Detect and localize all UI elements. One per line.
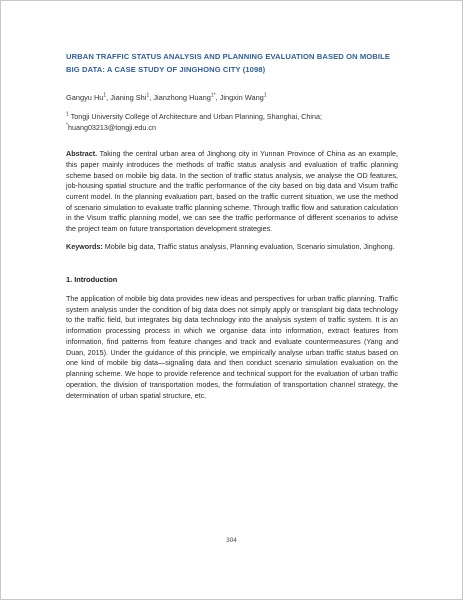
corresponding-mark: * bbox=[66, 122, 68, 129]
author-affiliation-mark: 1 bbox=[146, 92, 150, 99]
section-body-introduction: The application of mobile big data provides new ideas and perspectives for urban traffic planning. Traffic system analysis under the condition of big data does not simply apply or transplant big data technology to the traffic field, but integrates big data technology into the analysis system of traffic system. It is an information processing process in which we organise data into information, extract features from information, find patterns from feature changes and track and evaluate countermeasures (Yang and Duan, 2015). Under the guidance of this principle, we empirically analyse urban traffic status based on one kind of mobile big data—signaling data and then conduct scenario simulation evaluation on the planning scheme. We hope to provide reference and technical support for the evaluation of urban traffic operation, the division of transportation modes, the formulation of transportation channel strategy, the determination of urban spatial structure, etc. bbox=[66, 293, 398, 400]
keywords-label: Keywords: bbox=[66, 242, 103, 251]
author-name: Jianzhong Huang bbox=[153, 93, 211, 102]
page-number: 304 bbox=[226, 537, 237, 544]
paper-title: URBAN TRAFFIC STATUS ANALYSIS AND PLANNING EVALUATION BASED ON MOBILE BIG DATA: A CASE STUDY OF JINGHONG CITY (1098) bbox=[66, 52, 391, 74]
author-affiliation-mark: 1 bbox=[263, 92, 267, 99]
author-name: Gangyu Hu bbox=[66, 93, 104, 102]
author-separator: , bbox=[215, 93, 220, 102]
abstract-label: Abstract. bbox=[66, 149, 98, 159]
page-content bbox=[66, 51, 398, 409]
author-list bbox=[66, 93, 398, 103]
author-name: Jingxin Wang bbox=[219, 93, 264, 102]
author-affiliation-mark: 1 bbox=[103, 92, 107, 99]
abstract bbox=[66, 149, 398, 235]
abstract-text: Taking the central urban area of Jinghong city in Yunnan Province of China as an example, this paper mainly introduces the methods of traffic status analysis and evaluation of traffic planning scheme based on mobile big data. In the section of traffic status analysis, we analyse the OD features, job-housing spatial structure and the traffic performance of the city based on big data and Visum traffic current model. In the planning evaluation part, based on the traffic current situation, we use the method of scenario simulation to evaluate traffic planning scheme. Through traffic flow and saturation calculation in the Visum traffic planning model, we can see the traffic performance of different scenarios to advise the project team on future transportation development strategies. bbox=[66, 149, 398, 234]
keywords bbox=[66, 242, 398, 253]
affiliation-text: Tongji University College of Architecture and Urban Planning, Shanghai, China; bbox=[68, 112, 322, 121]
keywords-text: Mobile big data, Traffic status analysis, Planning evaluation, Scenario simulation, Jinghong. bbox=[102, 242, 395, 251]
affiliation-mark: 1 bbox=[66, 111, 69, 118]
author-separator: , bbox=[106, 93, 111, 102]
author-affiliation-mark: 1* bbox=[210, 92, 216, 99]
author-name: Jianing Shi bbox=[110, 93, 147, 102]
section-heading-introduction: 1. Introduction bbox=[66, 274, 118, 284]
author-separator: , bbox=[149, 93, 154, 102]
corresponding-email: huang03213@tongji.edu.cn bbox=[67, 122, 156, 132]
affiliation bbox=[66, 112, 398, 133]
